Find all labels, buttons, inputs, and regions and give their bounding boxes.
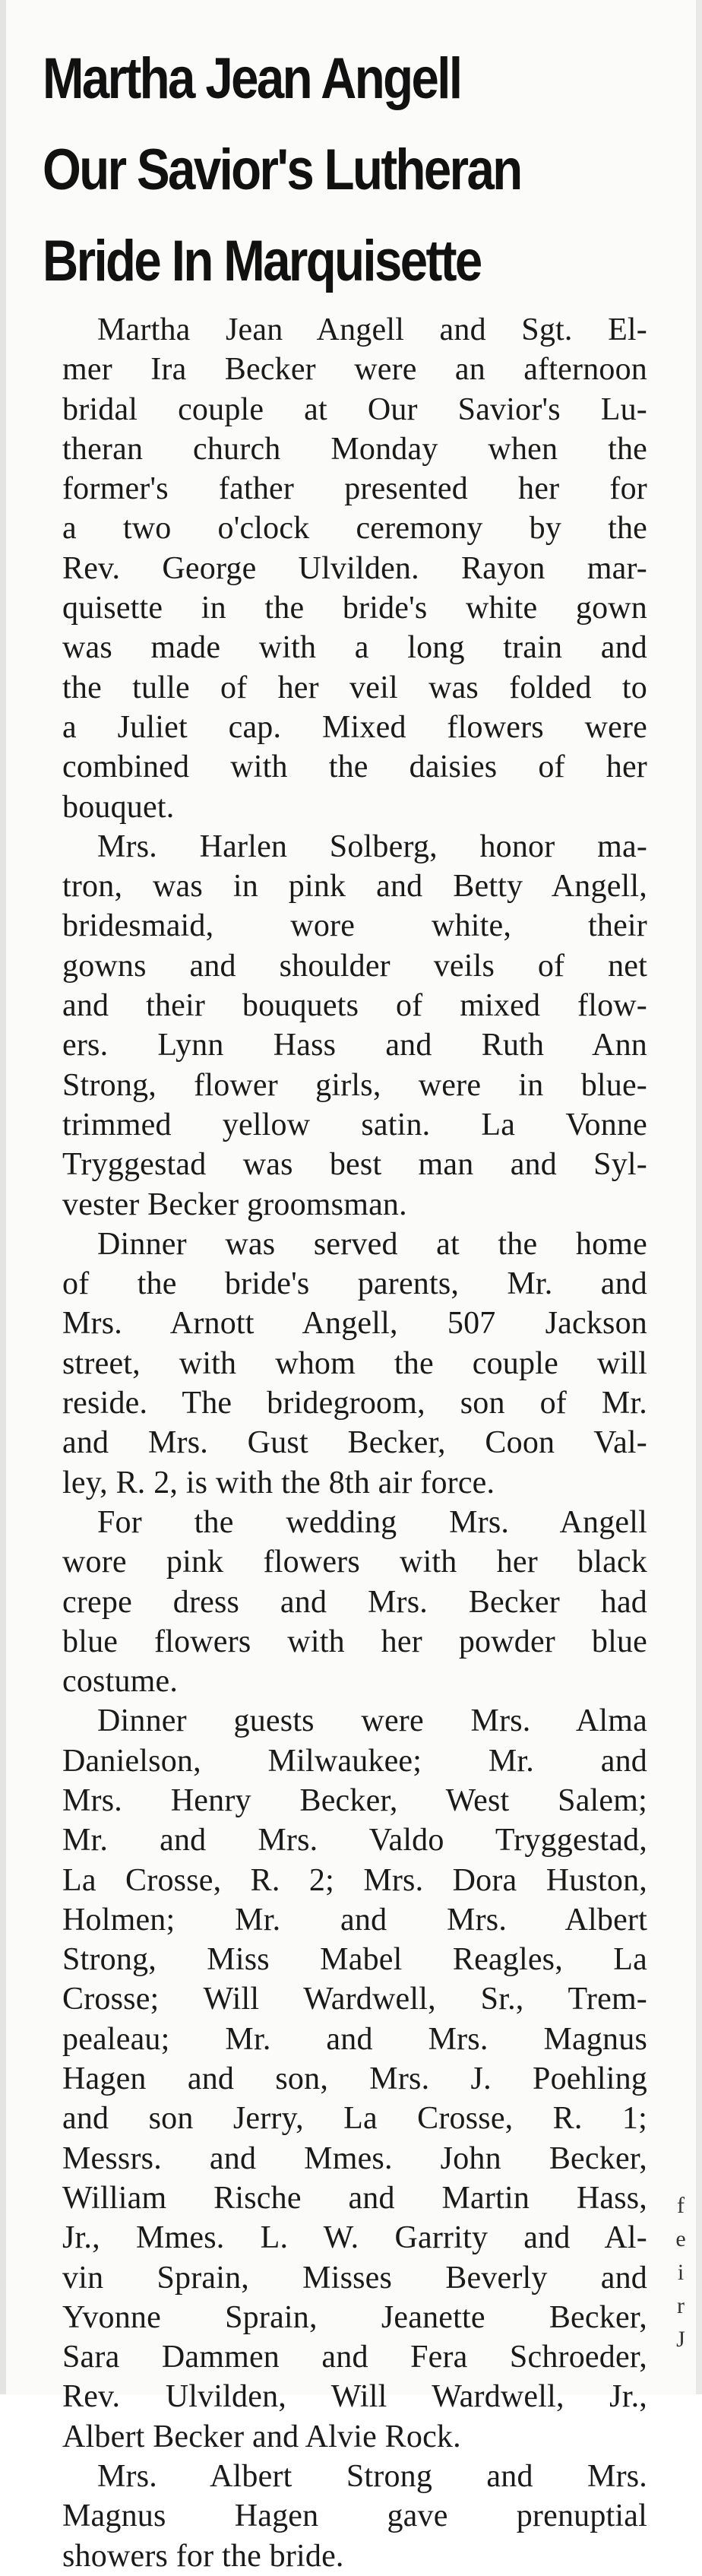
article-line: Yvonne Sprain, Jeanette Becker, [62,2299,647,2335]
article-line: Strong, flower girls, were in blue- [62,1067,647,1103]
article-line: Messrs. and Mmes. John Becker, [62,2140,647,2176]
adjacent-column-fragment [672,2189,690,2356]
article-line: Magnus Hagen gave prenuptial [62,2498,647,2534]
article-line: trimmed yellow satin. La Vonne [62,1107,647,1142]
headline [43,33,578,307]
article-line: combined with the daisies of her [62,749,647,785]
article-line: Dinner was served at the home [97,1226,647,1262]
article-line: William Rische and Martin Hass, [62,2180,647,2216]
article-line: Rev. George Ulvilden. Rayon mar- [62,550,647,586]
headline-line-3: Bride In Marquisette [43,229,481,293]
article-line: and son Jerry, La Crosse, R. 1; [62,2101,647,2137]
article-line: La Crosse, R. 2; Mrs. Dora Huston, [62,1862,647,1898]
article-paragraph [21,2457,647,2576]
article-line: Mr. and Mrs. Valdo Tryggestad, [62,1823,647,1858]
article-line: theran church Monday when the [62,431,647,467]
clipping-right-edge [696,0,702,2394]
article-line: Hagen and son, Mrs. J. Poehling [62,2061,647,2097]
article-line: and Mrs. Gust Becker, Coon Val- [62,1425,647,1461]
article-line: Holmen; Mr. and Mrs. Albert [62,1902,647,1938]
article-line: a two o'clock ceremony by the [62,511,647,547]
article-line: crepe dress and Mrs. Becker had [62,1584,647,1620]
article-line: Rev. Ulvilden, Will Wardwell, Jr., [62,2379,647,2415]
article-line: Mrs. Harlen Solberg, honor ma- [97,829,647,864]
article-line: tron, was in pink and Betty Angell, [62,869,647,905]
article-line: Mrs. Albert Strong and Mrs. [97,2459,647,2495]
article-line: a Juliet cap. Mixed flowers were [62,709,647,745]
article-line: vester Becker groomsman. [62,1187,407,1222]
article-line: bridal couple at Our Savior's Lu- [62,391,647,427]
article-line: pealeau; Mr. and Mrs. Magnus [62,2021,647,2057]
article-line: former's father presented her for [62,471,647,507]
article-line: mer Ira Becker were an afternoon [62,352,647,388]
article-line: bouquet. [62,789,175,825]
article-line: wore pink flowers with her black [62,1545,647,1580]
article-line: reside. The bridegroom, son of Mr. [62,1386,647,1421]
article-line: ers. Lynn Hass and Ruth Ann [62,1028,647,1063]
article-line: vin Sprain, Misses Beverly and [62,2260,647,2296]
article-paragraph [21,1701,647,2457]
article-line: blue flowers with her powder blue [62,1624,647,1659]
article-line: was made with a long train and [62,630,647,666]
article-line: street, with whom the couple will [62,1345,647,1381]
article-body [21,310,647,2576]
article-line: showers for the bride. [62,2538,344,2574]
article-line: of the bride's parents, Mr. and [62,1266,647,1302]
article-line: Mrs. Henry Becker, West Salem; [62,1782,647,1818]
article-line: Tryggestad was best man and Syl- [62,1147,647,1183]
gutter-fragment: i [677,2260,685,2285]
article-line: gowns and shoulder veils of net [62,948,647,984]
article-line: Strong, Miss Mabel Reagles, La [62,1942,647,1978]
article-line: and their bouquets of mixed flow- [62,988,647,1024]
article-line: Dinner guests were Mrs. Alma [97,1703,647,1739]
article-line: Jr., Mmes. L. W. Garrity and Al- [62,2220,647,2256]
article-paragraph [21,1225,647,1503]
gutter-fragment: J [676,2327,685,2352]
article-paragraph [21,827,647,1225]
article-line: Mrs. Arnott Angell, 507 Jackson [62,1306,647,1342]
headline-line-2: Our Savior's Lutheran [43,138,521,202]
article-line: quisette in the bride's white gown [62,591,647,626]
article-line: the tulle of her veil was folded to [62,670,647,705]
clipping-left-edge [0,0,6,2394]
gutter-fragment: e [675,2226,686,2251]
gutter-fragment: r [677,2293,685,2318]
article-line: costume. [62,1664,179,1700]
article-paragraph [21,1503,647,1701]
article-line: Martha Jean Angell and Sgt. El- [97,312,647,347]
article-line: ley, R. 2, is with the 8th air force. [62,1465,495,1500]
headline-line-1: Martha Jean Angell [43,46,461,111]
article-line: Danielson, Milwaukee; Mr. and [62,1743,647,1779]
gutter-fragment: f [677,2193,685,2218]
article-line: bridesmaid, wore white, their [62,908,647,944]
article-line: Crosse; Will Wardwell, Sr., Trem- [62,1982,647,2017]
article-line: Sara Dammen and Fera Schroeder, [62,2340,647,2375]
article-line: Albert Becker and Alvie Rock. [62,2419,461,2454]
article-line: For the wedding Mrs. Angell [97,1504,647,1540]
article-paragraph [21,310,647,827]
